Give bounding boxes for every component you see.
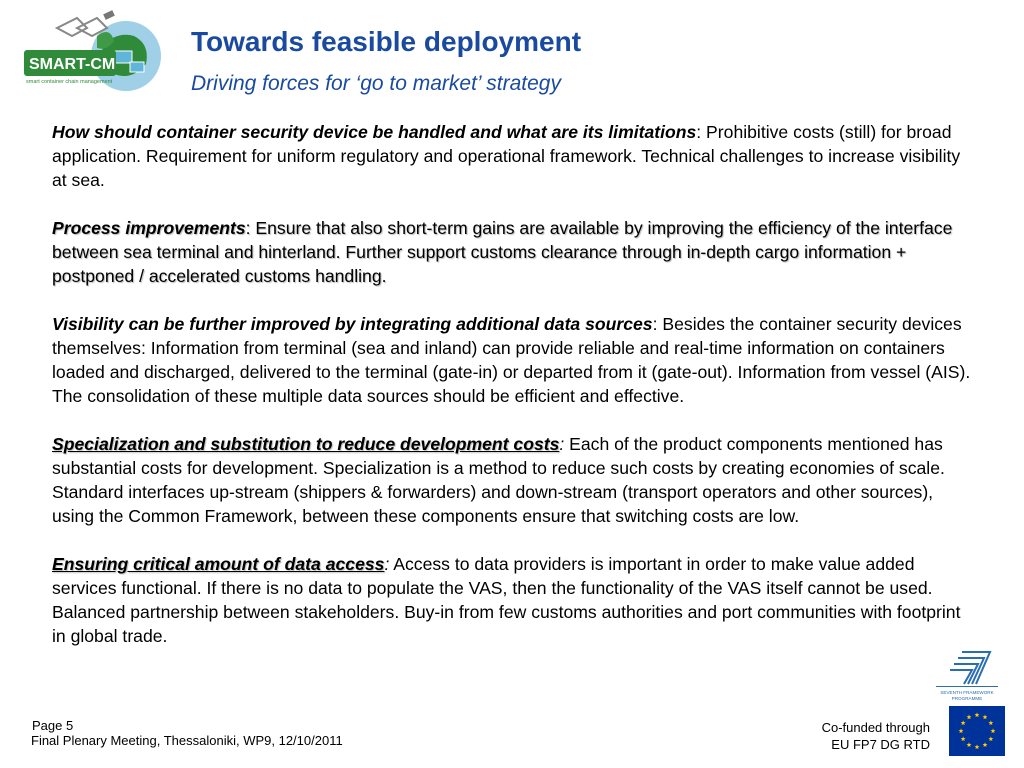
page-title: Towards feasible deployment	[191, 26, 582, 57]
cofunded-line2: EU FP7 DG RTD	[831, 737, 930, 752]
fp7-label-line1: SEVENTH FRAMEWORK	[940, 690, 994, 695]
paragraph-text: Prohibitive costs (still) for broad application. Requirement for uniform regulatory and operational framework. Technical challenges to increase visibility at sea.	[52, 122, 961, 190]
paragraph-text: Each of the product components mentioned has substantial costs for development. Specialization is a method to reduce such costs by creating economies of scale. Standard interfaces up-stream (shippers & forwarders) and down-stream (transport operators and other sources), using the Common Framework, between these components ensure that switching costs are low.	[52, 434, 945, 526]
footer-left	[31, 718, 343, 748]
slide-body	[52, 120, 972, 648]
paragraph-heading: Process improvements	[52, 218, 246, 238]
smart-cm-logo	[22, 6, 164, 98]
paragraph-sep: :	[696, 122, 702, 142]
cofunded-line1: Co-funded through	[821, 720, 930, 735]
paragraph-heading: Ensuring critical amount of data access	[52, 554, 385, 574]
logo-tagline: smart container chain management	[26, 79, 113, 85]
paragraph-data-access	[52, 552, 972, 648]
paragraph-process-improvements	[52, 216, 972, 288]
paragraph-text: Ensure that also short-term gains are available by improving the efficiency of the interface between sea terminal and hinterland. Further support customs clearance through in-depth cargo information + postponed / accelerated customs handling.	[52, 218, 953, 286]
paragraph-limitations	[52, 120, 972, 192]
logo-wordmark: SMART-CM	[29, 56, 116, 73]
eu-flag-icon	[949, 706, 1005, 756]
meeting-info: Final Plenary Meeting, Thessaloniki, WP9, 12/10/2011	[31, 733, 343, 748]
page-subtitle: Driving forces for ‘go to market’ strategy	[191, 72, 561, 95]
page-number: Page 5	[32, 718, 74, 733]
paragraph-visibility	[52, 312, 972, 408]
paragraph-sep: :	[652, 314, 658, 334]
paragraph-heading: How should container security device be handled and what are its limitations	[52, 122, 697, 142]
paragraph-sep: :	[384, 554, 390, 574]
cofunding-note	[822, 719, 930, 753]
paragraph-text: Besides the container security devices themselves: Information from terminal (sea and inland) can provide reliable and real-time information on containers loaded and discharged, delivered to the terminal (gate-in) or departed from it (gate-out). Information from vessel (AIS). The consolidation of these multiple data sources should be efficient and effective.	[52, 314, 971, 406]
fp7-label-line2: PROGRAMME	[951, 696, 983, 701]
paragraph-sep: :	[245, 218, 251, 238]
paragraph-heading: Visibility can be further improved by integrating additional data sources	[52, 314, 653, 334]
paragraph-text: Access to data providers is important in order to make value added services functional. If there is no data to populate the VAS, then the functionality of the VAS itself cannot be used. Balanced partnership between stakeholders. Buy-in from few customs authorities and port communities with footprint in global trade.	[52, 554, 961, 646]
fp7-logo	[932, 648, 1002, 704]
paragraph-sep: :	[559, 434, 565, 454]
paragraph-heading: Specialization and substitution to reduce development costs	[52, 434, 560, 454]
paragraph-specialization	[52, 432, 972, 528]
